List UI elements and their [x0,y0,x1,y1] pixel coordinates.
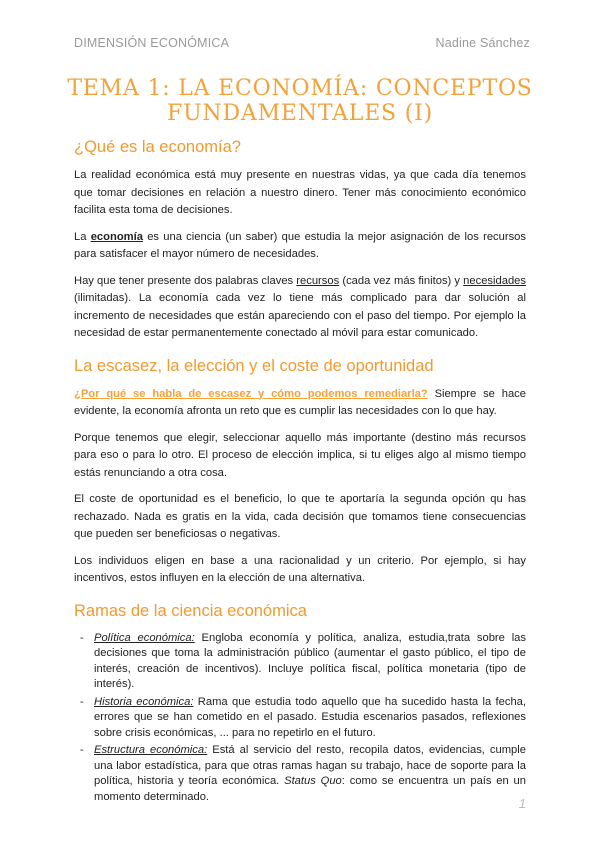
text: es una ciencia (un saber) que estudia la mejor asignación de los recursos para satisfacer el mayor número de necesidades. [74,230,526,260]
text: (ilimitadas). La economía cada vez lo tiene más complicado para dar solución al incremento de necesidades que están apareciendo con el paso del tiempo. Por ejemplo la necesidad de estar permanentemente conectado al móvil para estar comunicado. [74,292,526,339]
list-item [74,695,526,742]
dash-bullet: - [80,744,84,756]
paragraph-keywords [74,273,526,343]
page-title: TEMA 1: LA ECONOMÍA: CONCEPTOS FUNDAMENTALES (I) [67,76,533,126]
list-term: Estructura económica: [94,744,208,756]
header-subject: DIMENSIÓN ECONÓMICA [74,36,230,50]
header-author: Nadine Sánchez [435,36,530,50]
term-necesidades: necesidades [463,274,526,287]
section-heading-escasez: La escasez, la elección y el coste de oportunidad [74,356,434,375]
list-text: Rama que estudia todo aquello que ha sucedido hasta la fecha, errores que se han cometido en el pasado. Estudia escenarios pasados, reflexiones sobre crisis económicas, ... para no repetirlo en el futuro. [94,695,526,739]
paragraph: Los individuos eligen en base a una racionalidad y un criterio. Por ejemplo, si hay incentivos, estos influyen en la elección de una alternativa. [74,554,526,584]
list-term: Política económica: [94,631,195,644]
term-recursos: recursos [296,274,340,287]
list-italic: Status Quo [284,775,342,787]
text: Siempre se hace evidente, la economía afronta un reto que es cumplir las necesidades con lo que hay. [74,387,526,417]
dash-bullet: - [80,695,84,708]
paragraph: El coste de oportunidad es el beneficio, lo que te aportaría la segunda opción qu has rechazado. Nada es gratis en la vida, cada decisión que tomamos tiene consecuencias que pueden ser beneficiosas o negativas. [74,493,526,540]
text: Hay que tener presente dos palabras claves [74,274,297,287]
text: (cada vez más finitos) y [339,274,464,287]
page-number: 1 [518,796,526,811]
list-item [74,631,526,693]
paragraph-definition [74,229,526,264]
list-text: Engloba economía y política, analiza, estudia,trata sobre las decisiones que toma la administración público (aumentar el gasto público, el tipo de interés, creación de incentivos). Incluye política fiscal, política monetaria (tipo de interés). [94,631,526,690]
section-heading-que-es-economia: ¿Qué es la economía? [74,138,241,156]
list-term: Historia económica: [94,695,194,708]
term-economia: economía [90,230,143,243]
list-text: Está al servicio del resto, recopila datos, evidencias, cumple una labor estadística, para que otras ramas hagan su trabajo, hace de soporte para la política, historia y teoría económica. [94,744,526,787]
section-heading-ramas: Ramas de la ciencia económica [74,601,307,620]
dash-bullet: - [80,631,84,644]
document-body [74,138,526,807]
text: La [74,230,91,243]
list-item [74,743,526,805]
paragraph: La realidad económica está muy presente en nuestras vidas, ya que cada día tenemos que tomar decisiones en relación a nuestro dinero. Tener más conocimiento económico facilita esta toma de decisiones. [74,169,526,216]
branches-list [74,631,526,806]
question-link[interactable]: ¿Por qué se habla de escasez y cómo podemos remediarla? [74,387,428,400]
paragraph: Porque tenemos que elegir, seleccionar aquello más importante (destino más recursos para eso o para lo otro. El proceso de elección implica, si tu eliges algo al mismo tiempo estás renunciando a otra cosa. [74,431,526,479]
list-tail: : como se encuentra un país en un momento determinado. [94,775,527,803]
paragraph-escasez [74,386,526,421]
